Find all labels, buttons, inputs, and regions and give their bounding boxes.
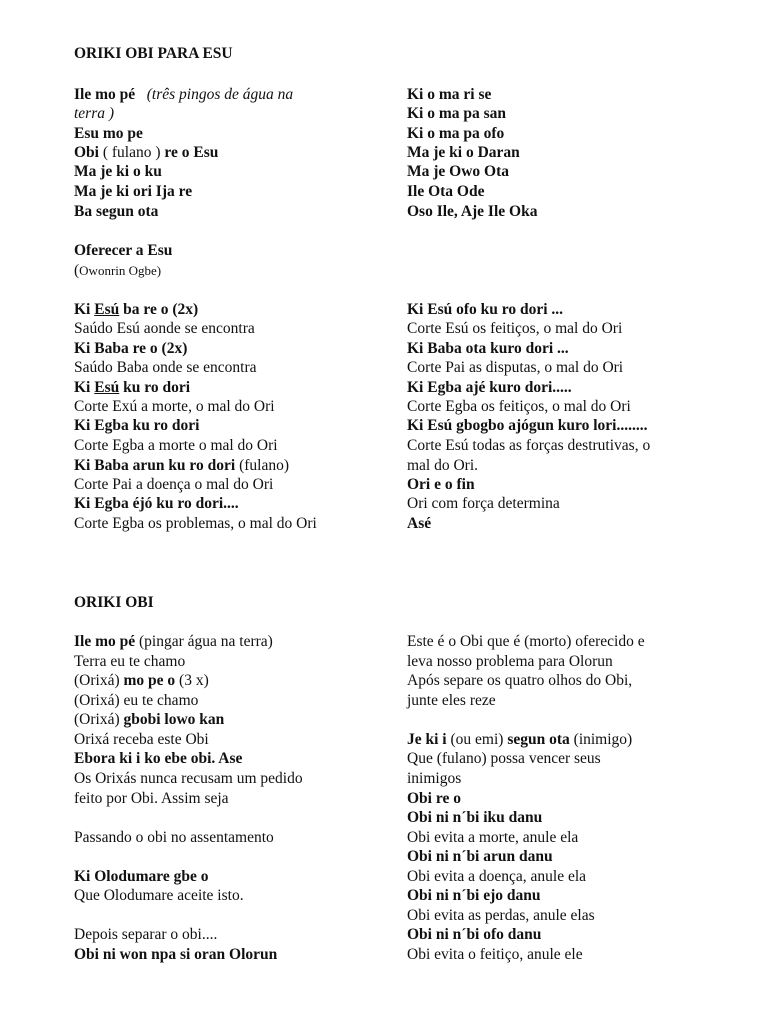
mo-pe-o: mo pe o xyxy=(123,672,176,689)
corte-pai-disputas: Corte Pai as disputas, o mal do Ori xyxy=(407,359,624,376)
passando-o-obi: Passando o obi no assentamento xyxy=(74,829,274,846)
ori-com-forca: Ori com força determina xyxy=(407,495,560,512)
ase: Asé xyxy=(407,515,432,532)
re-o-esu: re o Esu xyxy=(164,144,219,161)
ki-esu-gbogbo: Ki Esú gbogbo ajógun kuro lori........ xyxy=(407,417,648,434)
ki-baba-ota: Ki Baba ota kuro dori ... xyxy=(407,340,569,357)
section1-title: ORIKI OBI PARA ESU xyxy=(74,45,233,62)
ba-segun-ota: Ba segun ota xyxy=(74,203,159,220)
ile-mo-pe-bold: Ile mo pé xyxy=(74,633,136,650)
que-olodumare: Que Olodumare aceite isto. xyxy=(74,887,244,904)
offer-note-line xyxy=(74,261,161,280)
je-ki-i: Je ki i xyxy=(407,731,447,748)
corte-egba-problemas: Corte Egba os problemas, o mal do Ori xyxy=(74,515,317,532)
corte-pai-doenca: Corte Pai a doença o mal do Ori xyxy=(74,476,274,493)
pingar-agua: (pingar água na terra) xyxy=(135,633,273,650)
orixa-eu-te-chamo: (Orixá) eu te chamo xyxy=(74,692,199,709)
apos-separe: Após separe os quatro olhos do Obi, xyxy=(407,672,633,689)
orixa-mo-pe-o xyxy=(74,671,209,690)
esu-underlined-2: Esú xyxy=(94,379,120,396)
ile-note-cont: terra ) xyxy=(74,105,115,122)
right1-line-6: Ile Ota Ode xyxy=(407,183,485,200)
right1-line-2: Ki o ma pa san xyxy=(407,105,507,122)
orixa-paren-2: (Orixá) xyxy=(74,711,124,728)
ki-baba-arun-bold: Ki Baba arun ku ro dori xyxy=(74,457,236,474)
ma-je-ki-o-ku: Ma je ki o ku xyxy=(74,163,162,180)
obi-re-o: Obi re o xyxy=(407,790,461,807)
obi-ni-arun: Obi ni n´bi arun danu xyxy=(407,848,553,865)
obi-evita-perdas: Obi evita as perdas, anule elas xyxy=(407,907,595,924)
ou-emi: (ou emi) xyxy=(446,731,508,748)
ile-mo-pe-line xyxy=(74,85,293,104)
orixa-paren: (Orixá) xyxy=(74,672,124,689)
ki-word-2: Ki xyxy=(74,379,95,396)
inimigos: inimigos xyxy=(407,770,462,787)
ba-re-o: ba re o (2x) xyxy=(119,301,199,318)
obi-ni-iku: Obi ni n´bi iku danu xyxy=(407,809,543,826)
este-e-o-obi: Este é o Obi que é (morto) oferecido e xyxy=(407,633,645,650)
orixas-nunca: Os Orixás nunca recusam um pedido xyxy=(74,770,303,787)
ki-olodumare: Ki Olodumare gbe o xyxy=(74,868,209,885)
obi-ni-ejo: Obi ni n´bi ejo danu xyxy=(407,887,541,904)
ki-baba-arun xyxy=(74,456,289,475)
que-fulano: Que (fulano) possa vencer seus xyxy=(407,750,601,767)
junte-eles: junte eles reze xyxy=(407,692,496,709)
obi-evita-doenca: Obi evita a doença, anule ela xyxy=(407,868,587,885)
gbobi-lowo-kan: gbobi lowo kan xyxy=(123,711,225,728)
depois-separar: Depois separar o obi.... xyxy=(74,926,218,943)
right1-line-4: Ma je ki o Daran xyxy=(407,144,520,161)
ki-esu-ofo: Ki Esú ofo ku ro dori ... xyxy=(407,301,564,318)
esu-underlined: Esú xyxy=(94,301,120,318)
segun-ota: segun ota xyxy=(507,731,570,748)
ki-esu-ku-ro-dori xyxy=(74,378,190,397)
ile-note: (três pingos de água na xyxy=(146,86,294,103)
offer-paren: ( xyxy=(74,262,80,279)
obi-evita-morte: Obi evita a morte, anule ela xyxy=(407,829,579,846)
ile-mo-pe-2 xyxy=(74,632,273,651)
orixa-gbobi xyxy=(74,710,224,729)
fulano-note: ( fulano ) xyxy=(98,144,165,161)
obi-ni-won-npa: Obi ni won npa si oran Olorun xyxy=(74,946,278,963)
obi-word: Obi xyxy=(74,144,99,161)
terra-eu-te-chamo: Terra eu te chamo xyxy=(74,653,186,670)
mal-do-ori: mal do Ori. xyxy=(407,457,479,474)
leva-nosso-problema: leva nosso problema para Olorun xyxy=(407,653,613,670)
ki-egba-aje: Ki Egba ajé kuro dori..... xyxy=(407,379,572,396)
section2-title: ORIKI OBI xyxy=(74,594,154,611)
corte-exu: Corte Exú a morte, o mal do Ori xyxy=(74,398,275,415)
obi-ni-ofo: Obi ni n´bi ofo danu xyxy=(407,926,542,943)
right1-line-3: Ki o ma pa ofo xyxy=(407,125,505,142)
ki-egba-ku-ro-dori: Ki Egba ku ro dori xyxy=(74,417,200,434)
ku-ro-dori: ku ro dori xyxy=(119,379,191,396)
ma-je-ki-ori: Ma je ki ori Ija re xyxy=(74,183,193,200)
corte-egba-feiticos: Corte Egba os feitiços, o mal do Ori xyxy=(407,398,631,415)
ki-esu-ba-re-o xyxy=(74,300,198,319)
saudo-baba: Saúdo Baba onde se encontra xyxy=(74,359,257,376)
corte-egba-morte: Corte Egba a morte o mal do Ori xyxy=(74,437,278,454)
inimigo: (inimigo) xyxy=(569,731,633,748)
offer-note: Owonrin Ogbe) xyxy=(79,263,162,278)
corte-esu-feiticos: Corte Esú os feitiços, o mal do Ori xyxy=(407,320,623,337)
ori-e-o-fin: Ori e o fin xyxy=(407,476,475,493)
ki-baba-re-o: Ki Baba re o (2x) xyxy=(74,340,188,357)
feito-por-obi: feito por Obi. Assim seja xyxy=(74,790,229,807)
orixa-receba: Orixá receba este Obi xyxy=(74,731,209,748)
ile-mo-pe: Ile mo pé xyxy=(74,86,136,103)
corte-esu-forcas: Corte Esú todas as forças destrutivas, o xyxy=(407,437,651,454)
ki-word: Ki xyxy=(74,301,95,318)
saudo-esu: Saúdo Esú aonde se encontra xyxy=(74,320,255,337)
esu-mo-pe: Esu mo pe xyxy=(74,125,143,142)
offer-title: Oferecer a Esu xyxy=(74,242,173,259)
right1-line-1: Ki o ma ri se xyxy=(407,86,492,103)
fulano-note-2: (fulano) xyxy=(235,457,290,474)
obi-evita-feitico: Obi evita o feitiço, anule ele xyxy=(407,946,583,963)
obi-re-o-esu xyxy=(74,143,218,162)
ki-egba-ejo: Ki Egba éjó ku ro dori.... xyxy=(74,495,239,512)
three-x: (3 x) xyxy=(175,672,209,689)
ebora-ki-i: Ebora ki i ko ebe obi. Ase xyxy=(74,750,243,767)
right1-line-5: Ma je Owo Ota xyxy=(407,163,510,180)
right1-line-7: Oso Ile, Aje Ile Oka xyxy=(407,203,538,220)
je-ki-i-segun-ota xyxy=(407,730,632,749)
